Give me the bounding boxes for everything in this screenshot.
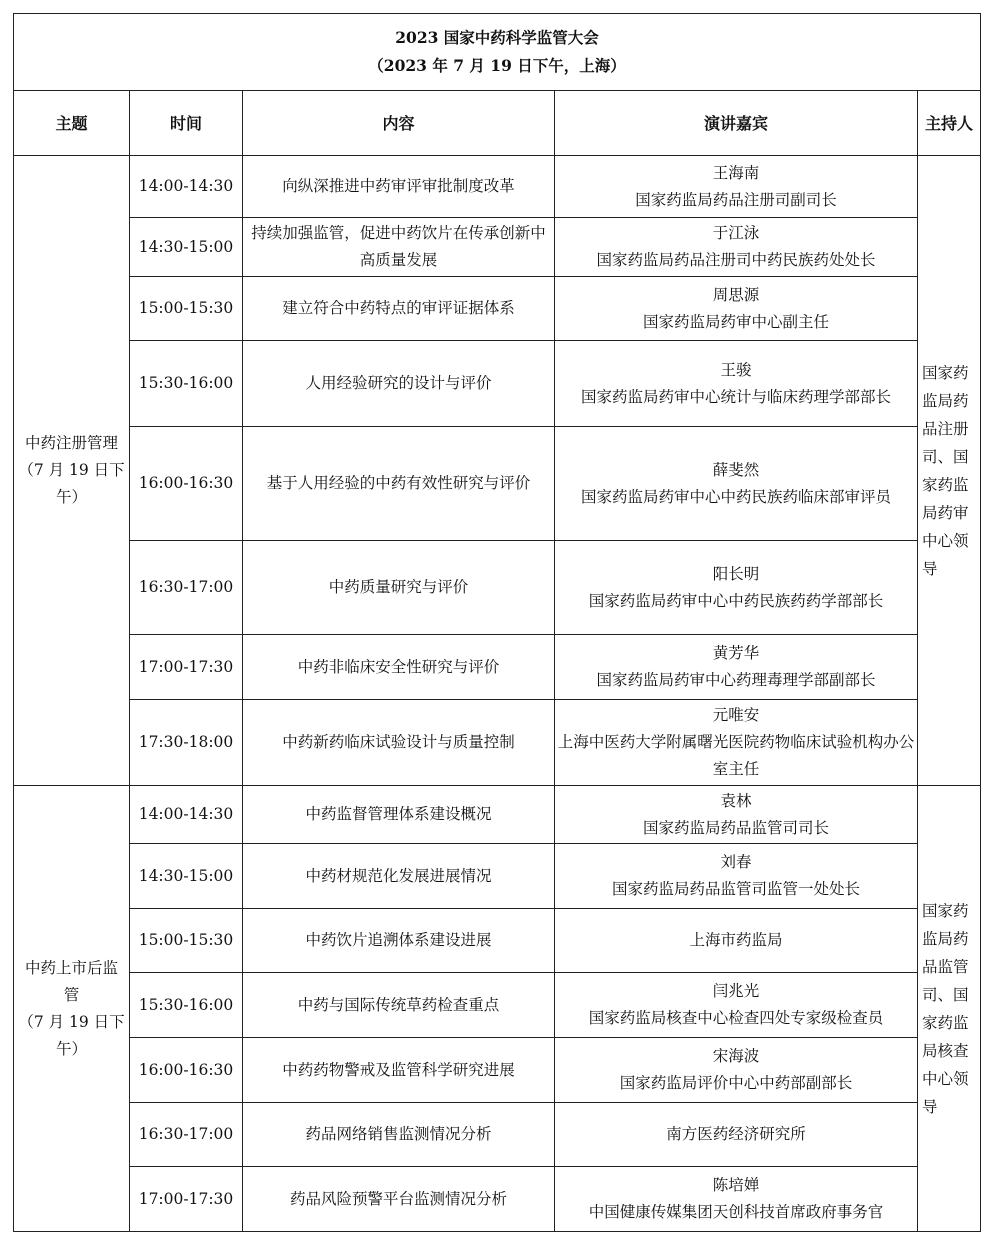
speaker-title: 国家药监局药品注册司中药民族药处处长	[596, 251, 876, 269]
host-cell: 国家药监局药品注册司、国家药监局药审中心领导	[918, 156, 981, 786]
speaker-cell	[555, 844, 918, 909]
header-content: 内容	[243, 91, 555, 156]
speaker-cell	[555, 973, 918, 1038]
content-cell: 中药质量研究与评价	[243, 541, 555, 635]
speaker-title: 国家药监局药审中心中药民族药临床部审评员	[580, 487, 891, 506]
time-cell: 16:00-16:30	[130, 1038, 243, 1103]
content-cell: 药品网络销售监测情况分析	[243, 1103, 555, 1167]
agenda-table	[13, 13, 981, 1232]
time-cell: 15:00-15:30	[130, 909, 243, 973]
topic-line: （7 月 19 日下	[18, 1012, 125, 1031]
speaker-title: 国家药监局药审中心副主任	[642, 312, 829, 331]
speaker-name: 周思源	[712, 285, 760, 304]
table-row	[14, 277, 981, 341]
content-cell: 建立符合中药特点的审评证据体系	[243, 277, 555, 341]
speaker-name: 刘春	[720, 853, 752, 871]
content-cell: 中药药物警戒及监管科学研究进展	[243, 1038, 555, 1103]
speaker-title: 国家药监局药审中心统计与临床药理学部部长	[580, 387, 891, 406]
content-cell: 人用经验研究的设计与评价	[243, 341, 555, 427]
speaker-title: 国家药监局核查中心检查四处专家级检查员	[588, 1009, 884, 1027]
speaker-name: 王海南	[712, 163, 760, 182]
table-row	[14, 844, 981, 909]
speaker-title: 国家药监局药审中心中药民族药药学部部长	[588, 591, 884, 610]
speaker-cell	[555, 635, 918, 700]
title-line1: 2023 国家中药科学监管大会	[395, 28, 599, 47]
table-row	[14, 1103, 981, 1167]
speaker-name: 王骏	[720, 360, 752, 379]
table-row	[14, 218, 981, 277]
speaker-name: 上海市药监局	[689, 931, 783, 949]
header-host: 主持人	[918, 91, 981, 156]
time-cell: 14:30-15:00	[130, 218, 243, 277]
speaker-cell	[555, 341, 918, 427]
speaker-name: 宋海波	[712, 1047, 760, 1065]
section-topic	[14, 786, 130, 1232]
topic-line: （7 月 19 日下	[18, 461, 125, 479]
content-cell: 中药饮片追溯体系建设进展	[243, 909, 555, 973]
title-row	[14, 14, 981, 91]
speaker-name: 阳长明	[712, 564, 760, 583]
speaker-cell	[555, 1167, 918, 1232]
header-speaker: 演讲嘉宾	[555, 91, 918, 156]
speaker-cell	[555, 277, 918, 341]
time-cell: 15:30-16:00	[130, 973, 243, 1038]
topic-line: 午）	[55, 1039, 87, 1058]
conference-title	[14, 14, 981, 91]
content-cell: 持续加强监管，促进中药饮片在传承创新中高质量发展	[243, 218, 555, 277]
topic-line: 管	[63, 985, 80, 1004]
speaker-name: 袁林	[720, 791, 752, 810]
table-row	[14, 635, 981, 700]
content-cell: 中药新药临床试验设计与质量控制	[243, 700, 555, 786]
speaker-title: 国家药监局药品注册司副司长	[635, 190, 837, 209]
time-cell: 14:00-14:30	[130, 786, 243, 844]
speaker-cell	[555, 909, 918, 973]
title-line2: （2023 年 7 月 19 日下午，上海）	[368, 56, 626, 75]
table-row	[14, 786, 981, 844]
time-cell: 14:00-14:30	[130, 156, 243, 218]
table-row	[14, 427, 981, 541]
time-cell: 17:00-17:30	[130, 635, 243, 700]
speaker-cell	[555, 1103, 918, 1167]
time-cell: 16:30-17:00	[130, 541, 243, 635]
table-row	[14, 1167, 981, 1232]
time-cell: 16:30-17:00	[130, 1103, 243, 1167]
speaker-name: 薛斐然	[712, 460, 760, 479]
speaker-cell	[555, 427, 918, 541]
table-row	[14, 700, 981, 786]
table-row	[14, 156, 981, 218]
speaker-name: 陈培婵	[712, 1176, 760, 1194]
speaker-title: 上海中医药大学附属曙光医院药物临床试验机构办公室主任	[557, 733, 915, 778]
host-cell: 国家药监局药品监管司、国家药监局核查中心领导	[918, 786, 981, 1232]
speaker-title: 国家药监局药品监管司监管一处处长	[611, 880, 860, 898]
speaker-cell	[555, 700, 918, 786]
speaker-cell	[555, 786, 918, 844]
header-row	[14, 91, 981, 156]
speaker-cell	[555, 541, 918, 635]
header-topic: 主题	[14, 91, 130, 156]
table-row	[14, 341, 981, 427]
topic-line: 午）	[55, 488, 87, 506]
speaker-cell	[555, 218, 918, 277]
speaker-name: 于江泳	[712, 224, 760, 242]
time-cell: 17:00-17:30	[130, 1167, 243, 1232]
content-cell: 药品风险预警平台监测情况分析	[243, 1167, 555, 1232]
time-cell: 15:30-16:00	[130, 341, 243, 427]
speaker-title: 国家药监局评价中心中药部副部长	[619, 1074, 853, 1092]
time-cell: 15:00-15:30	[130, 277, 243, 341]
table-row	[14, 973, 981, 1038]
speaker-name: 闫兆光	[712, 982, 760, 1000]
table-row	[14, 1038, 981, 1103]
header-time: 时间	[130, 91, 243, 156]
table-row	[14, 909, 981, 973]
speaker-name: 黄芳华	[712, 644, 760, 662]
speaker-cell	[555, 156, 918, 218]
time-cell: 14:30-15:00	[130, 844, 243, 909]
content-cell: 向纵深推进中药审评审批制度改革	[243, 156, 555, 218]
topic-line: 中药注册管理	[24, 434, 118, 452]
speaker-title: 中国健康传媒集团天创科技首席政府事务官	[588, 1203, 884, 1221]
time-cell: 17:30-18:00	[130, 700, 243, 786]
content-cell: 基于人用经验的中药有效性研究与评价	[243, 427, 555, 541]
content-cell: 中药监督管理体系建设概况	[243, 786, 555, 844]
content-cell: 中药与国际传统草药检查重点	[243, 973, 555, 1038]
time-cell: 16:00-16:30	[130, 427, 243, 541]
section-topic	[14, 156, 130, 786]
speaker-name: 元唯安	[712, 706, 760, 724]
content-cell: 中药非临床安全性研究与评价	[243, 635, 555, 700]
topic-line: 中药上市后监	[24, 958, 118, 977]
table-row	[14, 541, 981, 635]
speaker-title: 国家药监局药审中心药理毒理学部副部长	[596, 671, 876, 689]
speaker-name: 南方医药经济研究所	[666, 1125, 806, 1143]
content-cell: 中药材规范化发展进展情况	[243, 844, 555, 909]
speaker-cell	[555, 1038, 918, 1103]
speaker-title: 国家药监局药品监管司司长	[642, 818, 829, 837]
